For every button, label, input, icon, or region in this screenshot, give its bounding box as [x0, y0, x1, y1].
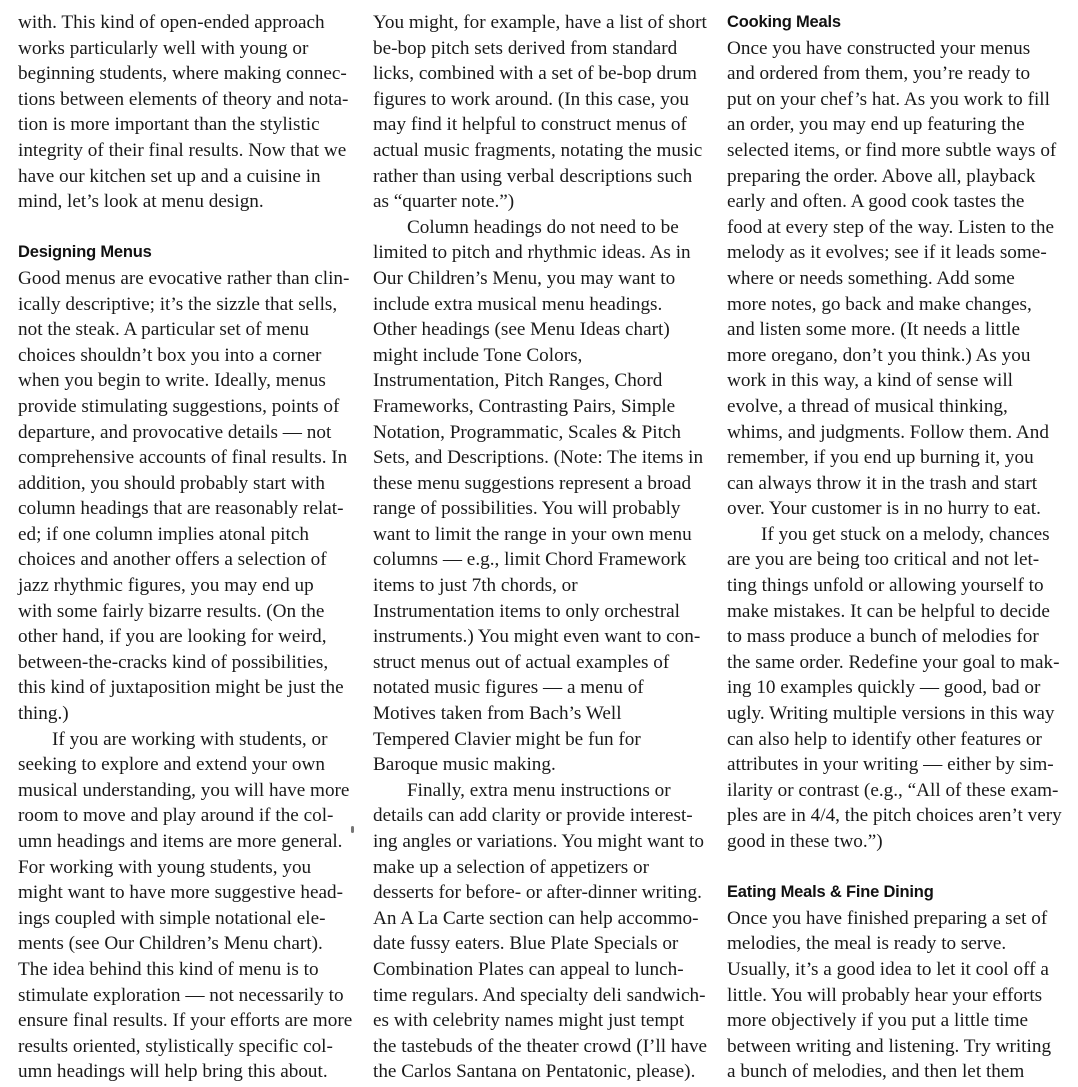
text-line: notated music figures — a menu of	[373, 677, 644, 699]
text-line: whims, and judgments. Follow them. And	[727, 421, 1049, 443]
text-line: items to just 7th chords, or	[373, 575, 578, 597]
text-line: Our Children’s Menu, you may want to	[373, 267, 676, 289]
text-line: beginning students, where making connec-	[18, 63, 347, 85]
text-column-left	[18, 10, 363, 1085]
text-line: are you are being too critical and not let-	[727, 549, 1040, 571]
text-line: ments (see Our Children’s Menu chart).	[18, 933, 323, 955]
text-line: preparing the order. Above all, playback	[727, 165, 1036, 187]
text-line: Sets, and Descriptions. (Note: The items in	[373, 447, 704, 469]
text-line: over. Your customer is in no hurry to eat.	[727, 498, 1041, 520]
text-line: with some fairly bizarre results. (On the	[18, 600, 325, 622]
text-line: Frameworks, Contrasting Pairs, Simple	[373, 395, 676, 417]
text-line: Usually, it’s a good idea to let it cool off a	[727, 958, 1049, 980]
text-line: a bunch of melodies, and then let them	[727, 1061, 1025, 1083]
text-line: want to limit the range in your own menu	[373, 523, 692, 545]
text-line: little. You will probably hear your efforts	[727, 984, 1043, 1006]
text-line: Instrumentation items to only orchestral	[373, 600, 680, 622]
text-line: tions between elements of theory and nota-	[18, 88, 349, 110]
text-line: range of possibilities. You will probably	[373, 498, 681, 520]
text-column-middle	[373, 10, 718, 1085]
text-line: desserts for before- or after-dinner writing.	[373, 882, 702, 904]
text-line: between-the-cracks kind of possibilities,	[18, 651, 329, 673]
text-line: evolve, a thread of musical thinking,	[727, 395, 1008, 417]
text-line: more oregano, don’t you think.) As you	[727, 344, 1031, 366]
paragraph-column-headings	[373, 215, 718, 778]
text-line: choices shouldn’t box you into a corner	[18, 344, 322, 366]
text-line: An A La Carte section can help accommo-	[373, 907, 699, 929]
paragraph-working-with-students	[18, 727, 363, 1085]
paragraph-open-ended-approach	[18, 10, 363, 215]
text-line: jazz rhythmic figures, you may end up	[18, 575, 314, 597]
text-line: and ordered from them, you’re ready to	[727, 63, 1031, 85]
paragraph-good-menus	[18, 266, 363, 727]
text-line: Good menus are evocative rather than clin-	[18, 267, 350, 289]
text-line: works particularly well with young or	[18, 37, 309, 59]
text-line: columns — e.g., limit Chord Framework	[373, 549, 687, 571]
text-line: If you get stuck on a melody, chances	[761, 523, 1050, 545]
paragraph-stuck-on-melody	[727, 522, 1072, 855]
text-line: integrity of their final results. Now that we	[18, 139, 347, 161]
text-line: remember, if you end up burning it, you	[727, 447, 1034, 469]
text-line: ilarity or contrast (e.g., “All of these exam-	[727, 779, 1059, 801]
text-line: ting things unfold or allowing yourself to	[727, 575, 1044, 597]
text-line: more objectively if you put a little time	[727, 1010, 1029, 1032]
text-line: the tastebuds of the theater crowd (I’ll have	[373, 1035, 708, 1057]
paragraph-eating-meals	[727, 906, 1072, 1085]
text-line: more notes, go back and make changes,	[727, 293, 1032, 315]
text-line: Once you have constructed your menus	[727, 37, 1031, 59]
text-line: the Carlos Santana on Pentatonic, please).	[373, 1061, 696, 1083]
text-line: early and often. A good cook tastes the	[727, 191, 1025, 213]
text-line: Instrumentation, Pitch Ranges, Chord	[373, 370, 663, 392]
text-line: rather than using verbal descriptions such	[373, 165, 693, 187]
text-line: Notation, Programmatic, Scales & Pitch	[373, 421, 682, 443]
text-line: when you begin to write. Ideally, menus	[18, 370, 326, 392]
text-line: melody as it evolves; see if it leads some-	[727, 242, 1047, 264]
text-line: put on your chef’s hat. As you work to fill	[727, 88, 1050, 110]
text-line: limited to pitch and rhythmic ideas. As in	[373, 242, 691, 264]
text-line: ically descriptive; it’s the sizzle that sells,	[18, 293, 338, 315]
text-line: food at every step of the way. Listen to the	[727, 216, 1054, 238]
text-line: to mass produce a bunch of melodies for	[727, 626, 1039, 648]
text-line: comprehensive accounts of final results. In	[18, 447, 348, 469]
text-line: departure, and provocative details — not	[18, 421, 332, 443]
text-line: ensure final results. If your efforts are more	[18, 1010, 353, 1032]
text-line: ples are in 4/4, the pitch choices aren’t very	[727, 805, 1062, 827]
paragraph-menu-instructions	[373, 778, 718, 1085]
text-line: can always throw it in the trash and start	[727, 472, 1038, 494]
text-line: this kind of juxtaposition might be just the	[18, 677, 344, 699]
text-line: with. This kind of open-ended approach	[18, 12, 325, 33]
text-line: ing angles or variations. You might want to	[373, 831, 704, 852]
text-line: tion is more important than the stylistic	[18, 114, 320, 136]
text-line: actual music fragments, notating the music	[373, 139, 703, 161]
text-line: Other headings (see Menu Ideas chart)	[373, 319, 670, 341]
text-line: figures to work around. (In this case, you	[373, 88, 689, 110]
text-line: attributes in your writing — either by sim-	[727, 754, 1054, 776]
section-heading-designing-menus: Designing Menus	[18, 243, 152, 262]
text-line: make mistakes. It can be helpful to decide	[727, 600, 1050, 622]
text-line: details can add clarity or provide interest-	[373, 805, 693, 827]
text-line: results oriented, stylistically specific col-	[18, 1035, 333, 1057]
text-line: Once you have finished preparing a set of	[727, 907, 1048, 929]
text-line: column headings that are reasonably relat-	[18, 498, 344, 520]
text-line: Baroque music making.	[373, 754, 556, 776]
text-line: licks, combined with a set of be-bop drum	[373, 63, 697, 85]
text-line: seeking to explore and extend your own	[18, 754, 325, 776]
text-line: mind, let’s look at menu design.	[18, 191, 264, 213]
text-line: make up a selection of appetizers or	[373, 856, 649, 878]
text-line: struct menus out of actual examples of	[373, 651, 670, 673]
text-line: an order, you may end up featuring the	[727, 114, 1025, 136]
text-line: If you are working with students, or	[52, 728, 328, 750]
text-line: For working with young students, you	[18, 856, 312, 878]
text-line: work in this way, a kind of sense will	[727, 370, 1013, 392]
text-line: where or needs something. Add some	[727, 267, 1015, 289]
text-line: instruments.) You might even want to con-	[373, 626, 701, 648]
section-heading-eating-meals: Eating Meals & Fine Dining	[727, 883, 934, 902]
text-line: melodies, the meal is ready to serve.	[727, 933, 1007, 955]
text-line: not the steak. A particular set of menu	[18, 319, 309, 341]
text-line: between writing and listening. Try writing	[727, 1035, 1052, 1057]
text-line: other hand, if you are looking for weird,	[18, 626, 327, 648]
text-line: and listen some more. (It needs a little	[727, 319, 1021, 341]
text-line: provide stimulating suggestions, points of	[18, 395, 340, 417]
text-line: room to move and play around if the col-	[18, 805, 334, 827]
text-line: umn headings and items are more general.	[18, 831, 343, 852]
text-line: The idea behind this kind of menu is to	[18, 958, 319, 980]
spacer	[18, 215, 363, 241]
text-line: may find it helpful to construct menus of	[373, 114, 687, 136]
text-line: date fussy eaters. Blue Plate Specials or	[373, 933, 679, 955]
text-line: time regulars. And specialty deli sandwich-	[373, 984, 706, 1006]
text-line: es with celebrity names might just tempt	[373, 1010, 685, 1032]
text-line: might include Tone Colors,	[373, 344, 583, 366]
text-line: as “quarter note.”)	[373, 191, 515, 213]
text-line: include extra musical menu headings.	[373, 293, 663, 315]
text-line: might want to have more suggestive head-	[18, 882, 344, 904]
text-line: ed; if one column implies atonal pitch	[18, 523, 309, 545]
text-line: umn headings will help bring this about.	[18, 1061, 328, 1083]
text-line: can also help to identify other features or	[727, 728, 1042, 750]
text-line: selected items, or find more subtle ways of	[727, 139, 1057, 161]
spacer	[727, 855, 1072, 881]
text-line: thing.)	[18, 703, 69, 725]
text-column-right	[727, 10, 1072, 1085]
text-line: Tempered Clavier might be fun for	[373, 728, 641, 750]
text-line: be-bop pitch sets derived from standard	[373, 37, 678, 59]
section-heading-cooking-meals: Cooking Meals	[727, 13, 841, 31]
text-line: Finally, extra menu instructions or	[407, 779, 671, 801]
text-line: addition, you should probably start with	[18, 472, 325, 494]
text-line: ugly. Writing multiple versions in this way	[727, 703, 1055, 725]
text-line: these menu suggestions represent a broad	[373, 472, 692, 494]
text-line: stimulate exploration — not necessarily to	[18, 984, 344, 1006]
text-line: have our kitchen set up and a cuisine in	[18, 165, 321, 187]
paragraph-cooking-meals	[727, 36, 1072, 522]
text-line: Motives taken from Bach’s Well	[373, 703, 622, 725]
text-line: good in these two.”)	[727, 831, 883, 852]
text-line: ing 10 examples quickly — good, bad or	[727, 677, 1041, 699]
scan-artifact	[351, 826, 354, 833]
text-line: Column headings do not need to be	[407, 216, 679, 238]
text-line: musical understanding, you will have more	[18, 779, 350, 801]
text-line: choices and another offers a selection of	[18, 549, 327, 571]
text-line: You might, for example, have a list of short	[373, 12, 707, 33]
text-line: the same order. Redefine your goal to mak-	[727, 651, 1060, 673]
paragraph-be-bop-example	[373, 10, 718, 215]
text-line: Combination Plates can appeal to lunch-	[373, 958, 684, 980]
text-line: ings coupled with simple notational ele-	[18, 907, 326, 929]
